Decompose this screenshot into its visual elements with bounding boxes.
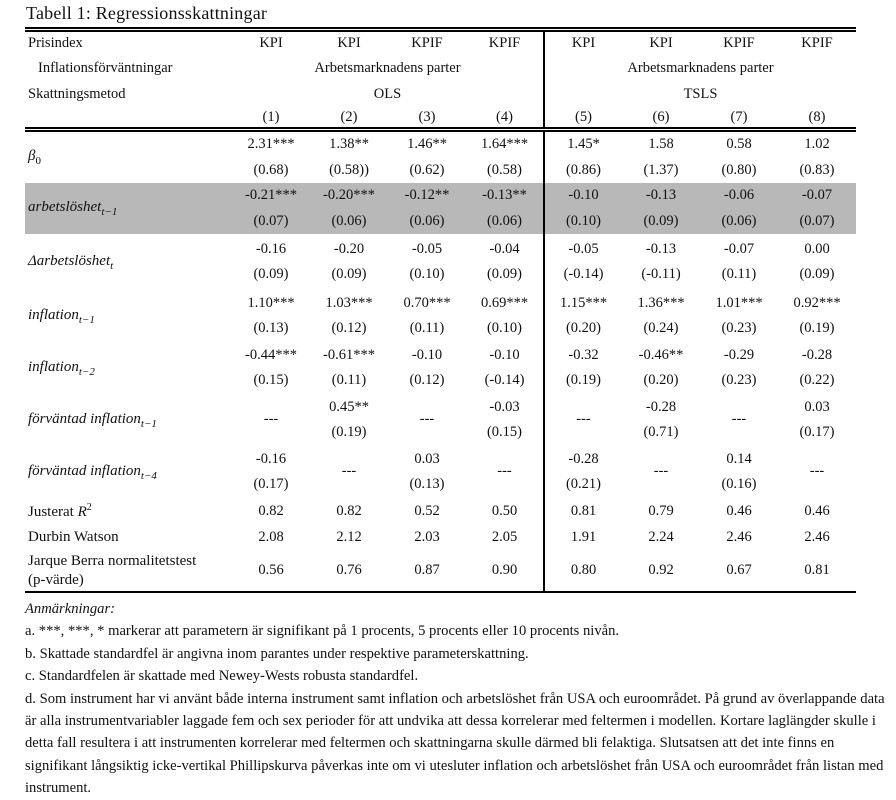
coefficient-cell	[700, 130, 778, 184]
expectations-group-left: Arbetsmarknadens parter	[314, 60, 461, 76]
standard-error-value: (0.12)	[331, 320, 367, 336]
coefficient-cell	[544, 446, 622, 498]
coefficient-cell	[622, 183, 700, 234]
statistic-cell: 0.82	[258, 502, 284, 519]
coefficient-cell	[778, 234, 856, 290]
coefficient-cell	[700, 183, 778, 234]
row-label: inflation$_{t-1}$	[28, 306, 95, 326]
statistic-cell: 0.79	[648, 502, 674, 519]
statistic-cell: 0.92	[648, 562, 674, 578]
statistic-cell: 0.81	[544, 498, 622, 524]
standard-error-value: (0.58))	[329, 161, 369, 178]
table-row	[25, 234, 856, 290]
table-row	[25, 130, 856, 184]
standard-error-value: (-0.14)	[563, 266, 604, 282]
regression-table	[25, 27, 856, 593]
statistic-cell: 2.12	[336, 528, 362, 545]
coefficient-cell	[388, 342, 466, 394]
notes-section	[25, 598, 887, 800]
estimate-value: ---	[731, 411, 747, 428]
standard-error-value: (0.06)	[331, 212, 367, 229]
coefficient-cell	[622, 342, 700, 394]
estimate-value: -0.05	[411, 240, 443, 257]
standard-error-value: (1.37)	[643, 161, 679, 178]
col-number: (4)	[496, 108, 513, 125]
coefficient-cell	[388, 394, 466, 446]
statistic-cell: 1.91	[544, 524, 622, 550]
col-header: KPIF	[488, 35, 521, 52]
statistic-cell: 2.03	[414, 528, 440, 545]
coefficient-cell	[544, 342, 622, 394]
method-group-tsls: TSLS	[544, 82, 856, 108]
estimate-value: -0.10	[568, 187, 599, 203]
standard-error-value: (0.06)	[486, 212, 523, 229]
estimate-value: 1.10***	[247, 294, 295, 311]
coefficient-cell	[232, 234, 310, 290]
standard-error-value: (0.13)	[253, 320, 289, 336]
statistic-cell: 0.46	[804, 502, 830, 519]
coefficient-cell	[700, 290, 778, 342]
coefficient-cell	[310, 290, 388, 342]
standard-error-value: (0.12)	[409, 372, 445, 388]
estimate-value: 1.45*	[567, 136, 600, 152]
estimate-value: 0.92***	[793, 294, 841, 311]
standard-error-value: (0.23)	[721, 372, 757, 388]
statistic-cell: 2.46	[804, 528, 830, 545]
coefficient-cell	[622, 394, 700, 446]
estimate-value: 0.14	[726, 450, 752, 467]
standard-error-value: (0.10)	[486, 320, 523, 336]
estimate-value: -0.16	[255, 240, 287, 257]
standard-error-value: (0.23)	[721, 320, 757, 336]
estimate-value: 1.02	[804, 136, 830, 152]
estimate-value: -0.13**	[482, 187, 527, 203]
coefficient-cell	[310, 130, 388, 184]
note-d: d. Som instrument har vi använt både interna instrument samt inflation och arbetslöshet från USA och euroområdet. På grund av överlappande data är alla instrumentvariabler laggade fem och sex perioder för att undvika att dessa korrelerar med feltermen i modellen. Kortare laglängder skulle i detta fall resultera i att instrumenten korrelerar med feltermen och skattningarna skulle därmed bli felaktiga. Slutsatsen att det inte finns en signifikant långsiktig icke-vertikal Phillipskurva påverkas inte om vi utesluter inflation och arbetslöshet från USA och euroområdet från listan med instrument.	[25, 690, 885, 797]
coefficient-cell	[388, 234, 466, 290]
statistic-cell: 2.24	[648, 528, 674, 545]
table-row	[25, 446, 856, 498]
coefficient-cell	[388, 446, 466, 498]
standard-error-value: (-0.11)	[641, 266, 681, 282]
price-index-label: Prisindex	[28, 35, 83, 52]
coefficient-cell	[466, 446, 544, 498]
coefficient-cell	[310, 234, 388, 290]
col-number: (5)	[544, 108, 622, 130]
standard-error-value: (0.68)	[253, 161, 289, 178]
standard-error-value: (0.58)	[486, 161, 523, 178]
standard-error-value: (0.71)	[643, 424, 679, 440]
estimate-value: -0.20***	[323, 187, 375, 203]
statistic-cell: 0.67	[726, 562, 752, 578]
coefficient-cell	[466, 290, 544, 342]
statistic-cell: 0.90	[491, 562, 518, 578]
estimate-value: 1.03***	[325, 294, 373, 311]
estimate-value: 1.58	[648, 136, 674, 152]
estimate-value: -0.13	[645, 240, 677, 257]
coefficient-cell	[232, 290, 310, 342]
coefficient-cell	[466, 394, 544, 446]
statistic-cell: 0.76	[336, 562, 362, 578]
col-number: (7)	[730, 108, 748, 125]
coefficient-cell	[388, 290, 466, 342]
row-label: Justerat $R^2$	[28, 501, 92, 520]
estimate-value: -0.07	[801, 187, 833, 203]
coefficient-cell	[310, 446, 388, 498]
row-label: $\beta_0$	[28, 148, 41, 167]
standard-error-value: (0.19)	[799, 320, 835, 336]
method-group-ols: OLS	[373, 86, 402, 102]
standard-error-value: (0.09)	[253, 266, 289, 282]
estimate-value: -0.32	[568, 346, 599, 363]
estimate-value: -0.13	[645, 187, 677, 203]
col-header: KPI	[259, 35, 283, 52]
col-header: KPIF	[723, 35, 755, 52]
estimate-value: 0.00	[804, 240, 830, 257]
statistic-cell: 0.82	[336, 502, 362, 519]
standard-error-value: (0.19)	[565, 372, 602, 388]
coefficient-cell	[622, 446, 700, 498]
standard-error-value: (0.11)	[721, 266, 757, 282]
row-label: Jarque Berra normalitetstest (p-värde)	[28, 552, 197, 588]
estimate-value: -0.04	[489, 240, 520, 257]
standard-error-value: (0.09)	[331, 266, 367, 282]
row-label: inflation$_{t-2}$	[28, 358, 95, 378]
standard-error-value: (-0.14)	[484, 372, 525, 388]
row-label: förväntad inflation$_{t-1}$	[28, 410, 157, 430]
col-header: KPI	[544, 30, 622, 56]
table-row	[25, 183, 856, 234]
statistic-cell: 0.50	[491, 502, 518, 519]
standard-error-value: (0.06)	[409, 212, 445, 229]
coefficient-cell	[544, 183, 622, 234]
table-row	[25, 524, 856, 550]
standard-error-value: (0.15)	[253, 372, 289, 388]
coefficient-cell	[544, 290, 622, 342]
header-row-method	[25, 82, 856, 108]
coefficient-cell	[700, 342, 778, 394]
coefficient-cell	[466, 342, 544, 394]
coefficient-cell	[544, 130, 622, 184]
col-header: KPIF	[411, 35, 443, 52]
coefficient-cell	[700, 446, 778, 498]
standard-error-value: (0.09)	[799, 266, 835, 282]
standard-error-value: (0.11)	[409, 320, 445, 336]
coefficient-cell	[700, 394, 778, 446]
standard-error-value: (0.80)	[721, 161, 757, 178]
table-row	[25, 394, 856, 446]
coefficient-cell	[232, 183, 310, 234]
col-number: (6)	[652, 108, 670, 125]
estimate-value: 0.03	[804, 398, 830, 415]
estimate-value: 0.69***	[480, 294, 529, 311]
standard-error-value: (0.17)	[799, 424, 835, 440]
estimate-value: -0.28	[645, 398, 677, 415]
statistic-cell: 0.87	[414, 562, 440, 578]
note-a: a. ***, ***, * markerar att parametern är signifikant på 1 procents, 5 procents eller 10 procents nivån.	[25, 623, 620, 640]
col-number: (3)	[418, 108, 436, 125]
expectations-group-right: Arbetsmarknadens parter	[544, 56, 856, 82]
coefficient-cell	[778, 446, 856, 498]
estimate-value: -0.61***	[323, 346, 375, 363]
standard-error-value: (0.10)	[565, 212, 602, 229]
table-body	[25, 130, 856, 593]
method-label: Skattningsmetod	[28, 86, 126, 102]
estimate-value: -0.03	[489, 398, 520, 415]
notes-title: Anmärkningar:	[25, 601, 115, 617]
header-row-price-index	[25, 30, 856, 56]
coefficient-cell	[466, 130, 544, 184]
coefficient-cell	[622, 290, 700, 342]
note-c: c. Standardfelen är skattade med Newey-Wests robusta standardfel.	[25, 668, 419, 685]
standard-error-value: (0.83)	[799, 161, 835, 178]
table-row	[25, 498, 856, 524]
estimate-value: -0.10	[411, 346, 443, 363]
estimate-value: -0.06	[723, 187, 755, 203]
standard-error-value: (0.16)	[721, 476, 757, 492]
standard-error-value: (0.06)	[721, 212, 757, 229]
standard-error-value: (0.17)	[253, 476, 289, 492]
estimate-value: ---	[653, 463, 669, 480]
standard-error-value: (0.86)	[565, 161, 602, 178]
estimate-value: -0.05	[568, 240, 599, 257]
col-number: (2)	[340, 108, 358, 125]
note-b: b. Skattade standardfel är angivna inom parantes under respektive parameterskattning.	[25, 645, 529, 662]
estimate-value: -0.46**	[638, 346, 684, 363]
coefficient-cell	[544, 394, 622, 446]
estimate-value: ---	[497, 463, 512, 480]
statistic-cell: 2.05	[491, 528, 518, 545]
coefficient-cell	[388, 183, 466, 234]
estimate-value: 1.38**	[329, 136, 369, 152]
standard-error-value: (0.07)	[253, 212, 289, 229]
statistic-cell: 0.56	[258, 562, 284, 578]
statistic-cell: 2.08	[258, 528, 284, 545]
col-header: KPI	[649, 35, 673, 52]
table-title: Tabell 1: Regressionsskattningar	[26, 3, 268, 23]
coefficient-cell	[466, 234, 544, 290]
standard-error-value: (0.10)	[409, 266, 445, 282]
estimate-value: 1.64***	[480, 136, 529, 152]
estimate-value: 0.58	[726, 136, 752, 152]
estimate-value: 1.36***	[637, 294, 685, 311]
coefficient-cell	[778, 394, 856, 446]
empty-header-cell	[25, 108, 232, 130]
row-label: Δarbetslöshet$_t$	[28, 252, 114, 272]
table-row	[25, 550, 856, 592]
standard-error-value: (0.11)	[331, 372, 367, 388]
estimate-value: -0.21***	[245, 187, 297, 203]
coefficient-cell	[388, 130, 466, 184]
estimate-value: -0.20	[333, 240, 365, 257]
estimate-value: 2.31***	[247, 136, 295, 152]
standard-error-value: (0.20)	[643, 372, 679, 388]
header-row-column-numbers	[25, 108, 856, 130]
coefficient-cell	[466, 183, 544, 234]
estimate-value: 1.46**	[407, 136, 447, 152]
estimate-value: ---	[809, 463, 825, 480]
coefficient-cell	[232, 446, 310, 498]
header-row-expectations	[25, 56, 856, 82]
coefficient-cell	[232, 394, 310, 446]
coefficient-cell	[232, 342, 310, 394]
coefficient-cell	[310, 183, 388, 234]
estimate-value: ---	[576, 411, 591, 428]
estimate-value: -0.10	[489, 346, 520, 363]
coefficient-cell	[778, 130, 856, 184]
standard-error-value: (0.07)	[799, 212, 835, 229]
estimate-value: 0.45**	[329, 398, 369, 415]
coefficient-cell	[622, 130, 700, 184]
estimate-value: ---	[263, 411, 279, 428]
col-header: KPI	[337, 35, 361, 52]
coefficient-cell	[310, 342, 388, 394]
col-number: (1)	[262, 108, 280, 125]
coefficient-cell	[700, 234, 778, 290]
row-label: arbetslöshet$_{t-1}$	[28, 199, 118, 218]
col-number: (8)	[808, 108, 826, 125]
coefficient-cell	[310, 394, 388, 446]
estimate-value: ---	[341, 463, 357, 480]
statistic-cell: 0.80	[544, 550, 622, 592]
estimate-value: 0.70***	[403, 294, 451, 311]
standard-error-value: (0.62)	[409, 161, 445, 178]
col-header: KPIF	[801, 35, 833, 52]
statistic-cell: 0.81	[804, 562, 830, 578]
estimate-value: ---	[419, 411, 435, 428]
coefficient-cell	[778, 183, 856, 234]
statistic-cell: 0.46	[726, 502, 752, 519]
expectations-label: Inflationsförväntningar	[38, 60, 173, 76]
table-row	[25, 290, 856, 342]
estimate-value: -0.07	[723, 240, 755, 257]
standard-error-value: (0.21)	[565, 476, 602, 492]
table-header	[25, 30, 856, 130]
standard-error-value: (0.22)	[799, 372, 835, 388]
standard-error-value: (0.20)	[565, 320, 602, 336]
standard-error-value: (0.09)	[643, 212, 679, 229]
coefficient-cell	[544, 234, 622, 290]
standard-error-value: (0.24)	[643, 320, 679, 336]
estimate-value: -0.12**	[404, 187, 450, 203]
estimate-value: -0.29	[723, 346, 755, 363]
estimate-value: 1.01***	[715, 294, 763, 311]
coefficient-cell	[778, 342, 856, 394]
estimate-value: 0.03	[414, 450, 440, 467]
coefficient-cell	[232, 130, 310, 184]
estimate-value: -0.44***	[245, 346, 297, 363]
row-label: förväntad inflation$_{t-4}$	[28, 462, 157, 482]
statistic-cell: 2.46	[726, 528, 752, 545]
estimate-value: -0.28	[801, 346, 833, 363]
estimate-value: -0.28	[568, 450, 599, 467]
standard-error-value: (0.13)	[409, 476, 445, 492]
coefficient-cell	[778, 290, 856, 342]
standard-error-value: (0.15)	[486, 424, 523, 440]
estimate-value: 1.15***	[559, 294, 608, 311]
coefficient-cell	[622, 234, 700, 290]
row-label: Durbin Watson	[28, 528, 119, 545]
standard-error-value: (0.09)	[486, 266, 523, 282]
standard-error-value: (0.19)	[331, 424, 367, 440]
statistic-cell: 0.52	[414, 502, 440, 519]
table-row	[25, 342, 856, 394]
estimate-value: -0.16	[255, 450, 287, 467]
